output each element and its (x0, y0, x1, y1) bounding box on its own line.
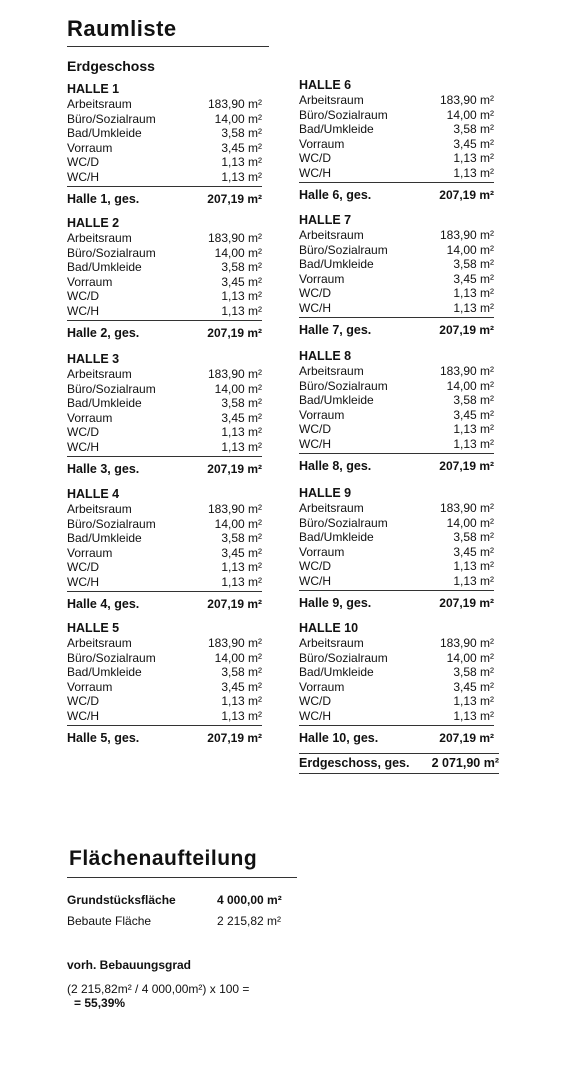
room-row (299, 364, 494, 379)
hall-total-label: Halle 3, ges. (67, 461, 140, 476)
room-name: Vorraum (67, 545, 113, 560)
room-name: Bad/Umkleide (67, 396, 142, 411)
room-area: 1,13 m² (221, 155, 262, 170)
room-name: WC/H (299, 708, 331, 723)
hall-total-value: 207,19 m² (207, 191, 262, 206)
room-row (67, 517, 262, 532)
hall-total-value: 207,19 m² (207, 325, 262, 340)
ratio-result: = 55,39% (74, 996, 126, 1010)
room-list (299, 364, 494, 454)
room-row (299, 665, 494, 680)
room-area: 1,13 m² (221, 574, 262, 589)
room-row (299, 422, 494, 437)
room-row (299, 408, 494, 423)
room-area: 3,58 m² (453, 665, 494, 680)
room-area: 3,45 m² (453, 136, 494, 151)
room-area: 183,90 m² (207, 502, 262, 516)
room-list (299, 501, 494, 591)
room-name: WC/H (67, 574, 99, 589)
room-name: Vorraum (67, 410, 113, 425)
room-row (67, 170, 262, 185)
room-area: 3,45 m² (453, 544, 494, 559)
room-row (67, 440, 262, 455)
room-row (299, 137, 494, 152)
room-area: 3,45 m² (221, 274, 262, 289)
hall-title: HALLE 3 (67, 352, 120, 366)
hall-total-label: Halle 5, ges. (67, 730, 140, 745)
hall-total-value: 207,19 m² (439, 322, 494, 337)
built-area-value: 2 215,82 m² (217, 914, 282, 928)
room-row (67, 651, 262, 666)
room-row (299, 93, 494, 108)
built-area-row (67, 914, 297, 928)
room-area: 1,13 m² (221, 708, 262, 723)
areas-title: Flächenaufteilung (69, 847, 258, 870)
room-area: 3,45 m² (221, 140, 262, 155)
room-area: 14,00 m² (214, 245, 262, 260)
room-area: 183,90 m² (439, 364, 494, 378)
room-name: Büro/Sozialraum (299, 242, 388, 257)
room-name: Arbeitsraum (67, 231, 132, 245)
room-row (67, 560, 262, 575)
hall-total-value: 207,19 m² (439, 595, 494, 610)
room-row (67, 502, 262, 517)
room-name: Büro/Sozialraum (299, 107, 388, 122)
room-area: 183,90 m² (207, 367, 262, 381)
areas-divider (67, 877, 297, 878)
page-title: Raumliste (67, 16, 177, 41)
room-list (67, 636, 262, 726)
room-area: 1,13 m² (221, 560, 262, 575)
room-name: Vorraum (299, 136, 345, 151)
room-row (299, 651, 494, 666)
room-name: Bad/Umkleide (67, 126, 142, 141)
hall-total (299, 459, 494, 474)
hall-block (67, 82, 262, 207)
room-row (67, 665, 262, 680)
room-name: WC/H (67, 708, 99, 723)
hall-block (67, 621, 262, 746)
hall-title: HALLE 8 (299, 349, 352, 363)
room-row (67, 531, 262, 546)
hall-total-label: Halle 9, ges. (299, 595, 372, 610)
room-area: 1,13 m² (453, 300, 494, 315)
room-name: Arbeitsraum (299, 93, 364, 107)
hall-total (299, 596, 494, 611)
hall-block (299, 349, 494, 474)
room-name: Büro/Sozialraum (299, 515, 388, 530)
room-name: Bad/Umkleide (299, 122, 374, 137)
room-name: WC/D (299, 559, 331, 574)
room-area: 14,00 m² (446, 242, 494, 257)
room-row (67, 97, 262, 112)
room-area: 1,13 m² (221, 694, 262, 709)
room-name: WC/D (299, 286, 331, 301)
room-area: 183,90 m² (439, 636, 494, 650)
room-area: 3,58 m² (221, 396, 262, 411)
room-row (67, 126, 262, 141)
room-name: Arbeitsraum (67, 636, 132, 650)
room-name: Vorraum (299, 271, 345, 286)
room-row (299, 257, 494, 272)
room-row (299, 559, 494, 574)
room-name: WC/D (299, 422, 331, 437)
room-row (299, 530, 494, 545)
hall-title: HALLE 4 (67, 487, 120, 501)
room-name: Arbeitsraum (299, 501, 364, 515)
room-area: 3,58 m² (453, 393, 494, 408)
room-area: 183,90 m² (207, 636, 262, 650)
room-list (67, 231, 262, 321)
room-row (299, 151, 494, 166)
room-name: Büro/Sozialraum (67, 516, 156, 531)
room-name: Vorraum (299, 407, 345, 422)
hall-total (67, 731, 262, 746)
room-row (67, 680, 262, 695)
room-row (67, 709, 262, 724)
room-name: Büro/Sozialraum (67, 245, 156, 260)
room-area: 1,13 m² (453, 286, 494, 301)
room-name: WC/D (67, 289, 99, 304)
room-list (299, 636, 494, 726)
hall-total (299, 323, 494, 338)
room-row (67, 141, 262, 156)
hall-block (299, 621, 494, 746)
room-row (67, 425, 262, 440)
room-name: Arbeitsraum (299, 364, 364, 378)
room-area: 1,13 m² (221, 425, 262, 440)
room-area: 183,90 m² (439, 228, 494, 242)
room-name: WC/H (67, 303, 99, 318)
room-row (299, 709, 494, 724)
room-row (299, 122, 494, 137)
room-area: 1,13 m² (453, 694, 494, 709)
room-name: Vorraum (299, 679, 345, 694)
room-area: 14,00 m² (214, 516, 262, 531)
room-area: 1,13 m² (453, 559, 494, 574)
hall-total-value: 207,19 m² (207, 461, 262, 476)
floor-total (299, 753, 499, 774)
room-row (67, 304, 262, 319)
hall-total-label: Halle 6, ges. (299, 187, 372, 202)
room-area: 14,00 m² (214, 381, 262, 396)
room-name: Büro/Sozialraum (299, 650, 388, 665)
room-area: 14,00 m² (214, 650, 262, 665)
hall-block (299, 213, 494, 338)
floor-title: Erdgeschoss (67, 58, 155, 74)
room-row (299, 243, 494, 258)
room-name: Bad/Umkleide (299, 530, 374, 545)
room-area: 183,90 m² (439, 501, 494, 515)
room-row (67, 367, 262, 382)
room-name: WC/D (67, 560, 99, 575)
room-name: WC/H (67, 439, 99, 454)
hall-title: HALLE 10 (299, 621, 359, 635)
room-row (299, 286, 494, 301)
room-row (299, 574, 494, 589)
floor-total-value: 2 071,90 m² (431, 756, 499, 770)
room-name: WC/H (299, 300, 331, 315)
room-row (299, 680, 494, 695)
room-area: 3,45 m² (453, 271, 494, 286)
room-row (299, 272, 494, 287)
room-row (67, 275, 262, 290)
room-name: Vorraum (67, 140, 113, 155)
room-name: WC/D (67, 425, 99, 440)
hall-block (299, 78, 494, 203)
room-list (299, 93, 494, 183)
room-row (67, 575, 262, 590)
hall-total (67, 326, 262, 341)
room-name: WC/H (299, 436, 331, 451)
room-row (67, 289, 262, 304)
hall-total-label: Halle 2, ges. (67, 325, 140, 340)
plot-area-row (67, 893, 297, 907)
room-area: 1,13 m² (453, 422, 494, 437)
room-area: 14,00 m² (446, 378, 494, 393)
room-row (299, 228, 494, 243)
room-area: 3,58 m² (453, 530, 494, 545)
room-row (299, 636, 494, 651)
hall-total-label: Halle 10, ges. (299, 730, 379, 745)
room-name: Vorraum (299, 544, 345, 559)
hall-block (67, 216, 262, 341)
room-row (299, 694, 494, 709)
room-row (67, 546, 262, 561)
hall-total-value: 207,19 m² (439, 458, 494, 473)
hall-title: HALLE 6 (299, 78, 352, 92)
room-area: 14,00 m² (446, 107, 494, 122)
room-name: WC/H (67, 169, 99, 184)
hall-block (67, 487, 262, 612)
room-name: Vorraum (67, 274, 113, 289)
room-area: 1,13 m² (453, 708, 494, 723)
room-name: WC/D (299, 151, 331, 166)
room-name: Arbeitsraum (67, 502, 132, 516)
room-list (67, 97, 262, 187)
hall-block (299, 486, 494, 611)
hall-title: HALLE 7 (299, 213, 352, 227)
room-row (67, 694, 262, 709)
room-name: Bad/Umkleide (67, 531, 142, 546)
room-area: 1,13 m² (453, 165, 494, 180)
room-area: 1,13 m² (453, 573, 494, 588)
room-area: 3,58 m² (221, 126, 262, 141)
room-row (299, 501, 494, 516)
hall-total-label: Halle 7, ges. (299, 322, 372, 337)
room-area: 14,00 m² (446, 650, 494, 665)
room-row (299, 437, 494, 452)
room-area: 1,13 m² (453, 151, 494, 166)
room-area: 1,13 m² (221, 289, 262, 304)
plot-area-value: 4 000,00 m² (217, 893, 282, 907)
room-name: WC/H (299, 165, 331, 180)
plot-area-label: Grundstücksfläche (67, 893, 176, 907)
room-row (299, 166, 494, 181)
room-name: Arbeitsraum (299, 228, 364, 242)
room-area: 1,13 m² (221, 303, 262, 318)
room-name: Bad/Umkleide (67, 665, 142, 680)
hall-title: HALLE 2 (67, 216, 120, 230)
room-row (299, 393, 494, 408)
hall-title: HALLE 5 (67, 621, 120, 635)
room-name: Bad/Umkleide (67, 260, 142, 275)
room-list (67, 502, 262, 592)
room-row (299, 516, 494, 531)
room-row (67, 411, 262, 426)
hall-title: HALLE 9 (299, 486, 352, 500)
hall-total-label: Halle 4, ges. (67, 596, 140, 611)
room-area: 183,90 m² (207, 231, 262, 245)
room-area: 3,45 m² (453, 679, 494, 694)
room-area: 3,45 m² (453, 407, 494, 422)
ratio-formula: (2 215,82m² / 4 000,00m²) x 100 = (67, 982, 250, 996)
room-row (67, 231, 262, 246)
room-area: 3,58 m² (221, 260, 262, 275)
room-row (67, 260, 262, 275)
hall-total-value: 207,19 m² (207, 596, 262, 611)
room-list (299, 228, 494, 318)
room-row (67, 396, 262, 411)
room-area: 3,58 m² (453, 122, 494, 137)
room-name: WC/H (299, 573, 331, 588)
room-area: 3,58 m² (221, 665, 262, 680)
room-name: WC/D (67, 694, 99, 709)
room-name: Bad/Umkleide (299, 665, 374, 680)
room-name: Bad/Umkleide (299, 257, 374, 272)
room-name: Vorraum (67, 679, 113, 694)
hall-total (299, 731, 494, 746)
hall-title: HALLE 1 (67, 82, 120, 96)
room-area: 3,58 m² (453, 257, 494, 272)
room-row (67, 382, 262, 397)
room-name: Arbeitsraum (67, 367, 132, 381)
room-area: 14,00 m² (446, 515, 494, 530)
room-name: WC/D (299, 694, 331, 709)
room-row (67, 155, 262, 170)
room-area: 3,45 m² (221, 545, 262, 560)
room-area: 1,13 m² (221, 439, 262, 454)
room-area: 183,90 m² (439, 93, 494, 107)
hall-total-value: 207,19 m² (439, 187, 494, 202)
room-row (299, 301, 494, 316)
room-list (67, 367, 262, 457)
room-name: Büro/Sozialraum (67, 111, 156, 126)
hall-total (67, 462, 262, 477)
room-area: 183,90 m² (207, 97, 262, 111)
room-name: Arbeitsraum (299, 636, 364, 650)
room-name: Büro/Sozialraum (299, 378, 388, 393)
room-row (299, 545, 494, 560)
hall-total (67, 192, 262, 207)
room-name: Büro/Sozialraum (67, 381, 156, 396)
room-row (299, 379, 494, 394)
hall-total (299, 188, 494, 203)
room-area: 3,58 m² (221, 531, 262, 546)
hall-total-label: Halle 8, ges. (299, 458, 372, 473)
room-name: Büro/Sozialraum (67, 650, 156, 665)
room-name: Bad/Umkleide (299, 393, 374, 408)
room-row (67, 636, 262, 651)
hall-total-value: 207,19 m² (207, 730, 262, 745)
hall-total-value: 207,19 m² (439, 730, 494, 745)
room-area: 3,45 m² (221, 679, 262, 694)
room-row (67, 112, 262, 127)
room-area: 1,13 m² (453, 436, 494, 451)
hall-block (67, 352, 262, 477)
room-area: 3,45 m² (221, 410, 262, 425)
room-name: Arbeitsraum (67, 97, 132, 111)
built-area-label: Bebaute Fläche (67, 914, 152, 928)
hall-total-label: Halle 1, ges. (67, 191, 140, 206)
room-area: 1,13 m² (221, 169, 262, 184)
ratio-title: vorh. Bebauungsgrad (67, 958, 192, 972)
room-row (67, 246, 262, 261)
room-name: WC/D (67, 155, 99, 170)
room-row (299, 108, 494, 123)
floor-total-label: Erdgeschoss, ges. (299, 756, 410, 770)
title-divider (67, 46, 269, 47)
room-area: 14,00 m² (214, 111, 262, 126)
hall-total (67, 597, 262, 612)
